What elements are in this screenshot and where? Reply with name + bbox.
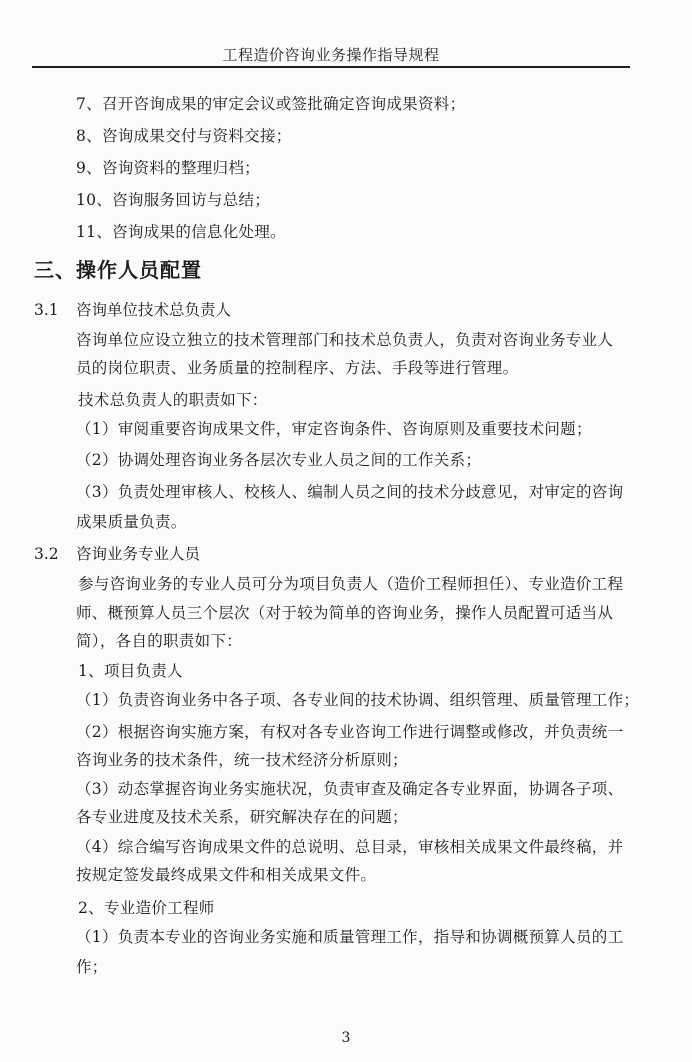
list-item: 9、咨询资料的整理归档； <box>76 159 260 177</box>
list-item: 10、咨询服务回访与总结； <box>76 191 271 209</box>
list-item: 11、咨询成果的信息化处理。 <box>76 223 286 241</box>
paragraph-line: 师、概预算人员三个层次（对于较为简单的咨询业务，操作人员配置可适当从 <box>76 604 614 622</box>
duty-line: （3）动态掌握咨询业务实施状况，负责审查及确定各专业界面，协调各子项、 <box>76 780 624 798</box>
list-item: 7、召开咨询成果的审定会议或签批确定咨询成果资料； <box>76 95 466 113</box>
duty-line: （4）综合编写咨询成果文件的总说明、总目录，审核相关成果文件最终稿，并 <box>76 838 624 856</box>
subsection-number: 3.2 <box>34 545 59 563</box>
duties-intro: 技术总负责人的职责如下： <box>78 391 268 409</box>
duty-line: 咨询业务的技术条件，统一技术经济分析原则； <box>76 751 408 769</box>
role-title: 2、专业造价工程师 <box>78 899 215 917</box>
paragraph-line: 咨询单位应设立独立的技术管理部门和技术总负责人，负责对咨询业务专业人 <box>76 331 614 349</box>
subsection-title: 咨询业务专业人员 <box>76 545 201 563</box>
subsection-number: 3.1 <box>34 301 59 319</box>
duty-line: （3）负责处理审核人、校核人、编制人员之间的技术分歧意见，对审定的咨询 <box>76 483 624 501</box>
duty-line: （1）审阅重要咨询成果文件，审定咨询条件、咨询原则及重要技术问题； <box>76 420 592 438</box>
duty-line: 成果质量负责。 <box>76 513 187 531</box>
duty-line: 各专业进度及技术关系，研究解决存在的问题； <box>76 808 408 826</box>
subsection-heading <box>34 542 200 564</box>
duty-line: （2）根据咨询实施方案，有权对各专业咨询工作进行调整或修改，并负责统一 <box>76 723 624 741</box>
page-header: 工程造价咨询业务操作指导规程 <box>222 46 440 64</box>
duty-line: （1）负责本专业的咨询业务实施和质量管理工作，指导和协调概预算人员的工 <box>76 928 624 946</box>
subsection-title: 咨询单位技术总负责人 <box>76 301 232 319</box>
paragraph-line: 参与咨询业务的专业人员可分为项目负责人（造价工程师担任）、专业造价工程 <box>78 575 624 593</box>
subsection-heading <box>34 298 231 320</box>
duty-line: （2）协调处理咨询业务各层次专业人员之间的工作关系； <box>76 451 482 469</box>
header-rule <box>32 66 630 68</box>
paragraph-line: 员的岗位职责、业务质量的控制程序、方法、手段等进行管理。 <box>76 359 519 377</box>
duty-line: （1）负责咨询业务中各子项、各专业间的技术协调、组织管理、质量管理工作； <box>76 691 640 709</box>
duty-line: 按规定签发最终成果文件和相关成果文件。 <box>76 866 377 884</box>
duty-line: 作； <box>76 958 108 976</box>
page-number: 3 <box>341 1030 351 1046</box>
section-title: 三、操作人员配置 <box>34 258 202 282</box>
role-title: 1、项目负责人 <box>78 662 183 680</box>
list-item: 8、咨询成果交付与资料交接； <box>76 127 292 145</box>
paragraph-line: 简），各自的职责如下： <box>76 632 243 650</box>
